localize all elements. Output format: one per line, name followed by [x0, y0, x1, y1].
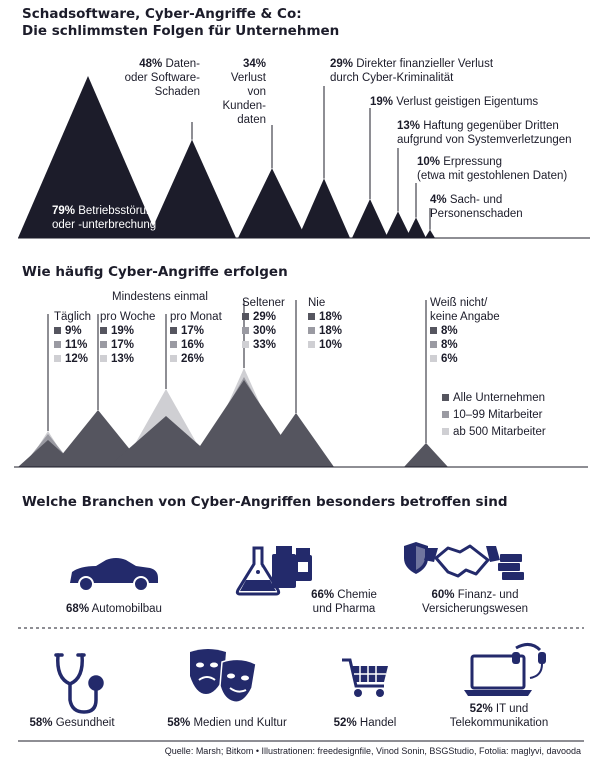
group-label-mindestens-einmal: Mindestens einmal: [112, 291, 208, 303]
value-label: 13%: [397, 120, 421, 132]
series-swatch: [170, 341, 177, 348]
category-label-line2: (etwa mit gestohlenen Daten): [417, 170, 568, 182]
industry-label: Automobilbau: [91, 603, 162, 615]
category-label: Verlust geistigen Eigentums: [396, 96, 539, 108]
category-label-line2: durch Cyber-Kriminalität: [330, 72, 454, 84]
frequency-value-label: 13%: [111, 353, 135, 365]
industry-automobilbau: [44, 602, 184, 616]
series-swatch: [54, 355, 61, 362]
frequency-label-5: [430, 296, 500, 366]
industry-label: IT und: [495, 703, 529, 715]
series-swatch: [308, 341, 315, 348]
category-label: Haftung gegenüber Dritten: [423, 120, 559, 132]
label-erpressung: [417, 155, 567, 183]
frequency-category-label: pro Woche: [100, 311, 156, 323]
label-haftung: [397, 119, 572, 147]
industry-label-line2: Telekommunikation: [449, 717, 549, 729]
value-label: 60%: [431, 589, 455, 601]
value-label: 34%: [242, 58, 266, 70]
stethoscope-icon: [56, 655, 102, 712]
category-label-line2: oder -unterbrechung: [52, 219, 157, 231]
category-label: Erpressung: [443, 156, 503, 168]
frequency-mountain-s0-c5: [404, 443, 448, 467]
series-swatch: [430, 341, 437, 348]
series-swatch: [170, 355, 177, 362]
series-swatch: [170, 327, 177, 334]
category-label-line2: oder Software-: [124, 72, 200, 84]
industry-label-line2: und Pharma: [312, 603, 376, 615]
label-datenschaden: [108, 57, 200, 99]
frequency-value-row: [430, 338, 500, 352]
chart3-title: Welche Branchen von Cyber-Angriffen besonders betroffen sind: [22, 494, 508, 510]
series-swatch: [54, 327, 61, 334]
frequency-label-4: [308, 296, 342, 352]
series-swatch: [308, 313, 315, 320]
category-label-line2: Personenschaden: [430, 208, 523, 220]
frequency-value-label: 11%: [65, 339, 88, 351]
frequency-value-row: [242, 324, 285, 338]
category-label-line3: Schaden: [154, 86, 200, 98]
frequency-value-label: 9%: [65, 325, 82, 337]
frequency-value-label: 29%: [253, 311, 277, 323]
industry-medien: [152, 716, 302, 730]
frequency-value-row: [54, 324, 91, 338]
label-kundendaten: [216, 57, 266, 127]
frequency-value-label: 10%: [319, 339, 343, 351]
value-label: 48%: [139, 58, 163, 70]
series-swatch: [100, 341, 107, 348]
category-label: Daten-: [165, 58, 200, 70]
series-swatch: [308, 327, 315, 334]
frequency-value-label: 19%: [111, 325, 135, 337]
frequency-value-label: 18%: [319, 311, 343, 323]
label-sachschaden: [430, 193, 523, 221]
legend-entry-gross: [442, 425, 546, 439]
industry-label: Chemie: [337, 589, 377, 601]
series-swatch: [54, 341, 61, 348]
industry-handel: [310, 716, 420, 730]
frequency-value-label: 8%: [441, 339, 458, 351]
label-geistiges-eigentum: [370, 95, 538, 109]
frequency-category-label-line2: keine Angabe: [430, 311, 500, 323]
frequency-label-0: [54, 310, 91, 366]
value-label: 68%: [66, 603, 90, 615]
chart2-title: Wie häufig Cyber-Angriffe erfolgen: [22, 264, 288, 280]
frequency-category-label: Täglich: [54, 311, 92, 323]
series-swatch: [100, 355, 107, 362]
category-label-line3: Kunden-: [222, 100, 266, 112]
frequency-value-row: [54, 352, 91, 366]
series-swatch: [430, 355, 437, 362]
frequency-value-label: 30%: [253, 325, 277, 337]
value-label: 29%: [330, 58, 354, 70]
frequency-value-row: [308, 310, 342, 324]
frequency-value-row: [100, 324, 155, 338]
frequency-legend: [442, 391, 546, 439]
shopping-cart-icon: [342, 660, 388, 697]
legend-entry-alle: [442, 391, 546, 405]
frequency-label-3: [242, 296, 285, 352]
series-swatch: [430, 327, 437, 334]
flask-icon: [237, 546, 312, 594]
industry-chemie: [284, 588, 404, 616]
label-betriebsstoerung: [52, 204, 159, 232]
category-label-line4: daten: [237, 114, 266, 126]
value-label: 58%: [29, 717, 53, 729]
legend-label: ab 500 Mitarbeiter: [453, 426, 546, 438]
frequency-value-label: 12%: [65, 353, 89, 365]
frequency-value-label: 18%: [319, 325, 343, 337]
chart1-title-line1: Schadsoftware, Cyber-Angriffe & Co:: [22, 6, 302, 22]
category-label: Betriebsstörung: [78, 205, 159, 217]
value-label: 52%: [469, 703, 493, 715]
value-label: 4%: [430, 194, 447, 206]
legend-label: Alle Unternehmen: [453, 392, 546, 404]
frequency-value-label: 16%: [181, 339, 205, 351]
category-label: Sach- und: [449, 194, 503, 206]
legend-label: 10–99 Mitarbeiter: [453, 409, 543, 421]
frequency-category-label: Weiß nicht/: [430, 297, 488, 309]
handshake-icon: [404, 542, 524, 580]
category-label-line2: von: [247, 86, 266, 98]
chart1-title: [22, 6, 339, 40]
frequency-value-label: 6%: [441, 353, 458, 365]
laptop-headset-icon: [464, 644, 546, 696]
industry-it: [424, 702, 574, 730]
frequency-value-row: [242, 310, 285, 324]
frequency-category-label: Nie: [308, 297, 326, 309]
damage-mountain-5: [385, 211, 411, 238]
frequency-value-row: [308, 338, 342, 352]
frequency-value-row: [170, 338, 222, 352]
frequency-value-label: 8%: [441, 325, 458, 337]
theater-masks-icon: [190, 649, 256, 702]
frequency-value-label: 33%: [253, 339, 277, 351]
industry-label: Medien und Kultur: [193, 717, 287, 729]
value-label: 66%: [311, 589, 335, 601]
damage-mountain-4: [352, 199, 388, 238]
frequency-value-row: [308, 324, 342, 338]
car-icon: [70, 558, 158, 591]
value-label: 79%: [52, 205, 76, 217]
category-label: Verlust: [230, 72, 266, 84]
frequency-value-label: 17%: [181, 325, 205, 337]
frequency-mountains: [18, 368, 448, 467]
value-label: 58%: [167, 717, 191, 729]
industry-label-line2: Versicherungswesen: [421, 603, 529, 615]
frequency-category-label: Seltener: [242, 297, 285, 309]
legend-entry-klein: [442, 408, 546, 422]
series-swatch: [242, 327, 249, 334]
series-swatch: [242, 313, 249, 320]
damage-mountain-3: [298, 179, 350, 238]
frequency-value-label: 26%: [181, 353, 205, 365]
industry-label: Handel: [359, 717, 397, 729]
value-label: 52%: [333, 717, 357, 729]
damage-mountain-2: [238, 168, 306, 238]
frequency-label-2: [170, 310, 222, 366]
industry-gesundheit: [12, 716, 132, 730]
damage-mountain-6: [406, 218, 426, 239]
frequency-value-row: [430, 352, 500, 366]
frequency-category-label: pro Monat: [170, 311, 222, 323]
value-label: 10%: [417, 156, 441, 168]
source-note: Quelle: Marsh; Bitkom • Illustrationen: freedesignfile, Vinod Sonin, BSGStudio, Fotolia: maglyvi, davooda: [164, 746, 581, 756]
label-finanzieller-verlust: [330, 57, 493, 85]
industry-label: Finanz- und: [457, 589, 519, 601]
frequency-value-row: [54, 338, 91, 352]
frequency-value-row: [242, 338, 285, 352]
damage-mountain-1: [148, 140, 236, 238]
frequency-value-row: [100, 352, 155, 366]
frequency-value-row: [100, 338, 155, 352]
series-swatch: [100, 327, 107, 334]
industry-finanz: [400, 588, 550, 616]
frequency-label-1: [100, 310, 155, 366]
chart1-title-line2: Die schlimmsten Folgen für Unternehmen: [22, 23, 340, 39]
series-swatch: [242, 341, 249, 348]
industry-label: Gesundheit: [55, 717, 115, 729]
value-label: 19%: [370, 96, 394, 108]
frequency-value-row: [170, 324, 222, 338]
frequency-value-row: [430, 324, 500, 338]
frequency-value-row: [170, 352, 222, 366]
category-label-line2: aufgrund von Systemverletzungen: [397, 134, 572, 146]
frequency-value-label: 17%: [111, 339, 135, 351]
category-label: Direkter finanzieller Verlust: [356, 58, 494, 70]
damage-mountain-7: [425, 230, 435, 238]
